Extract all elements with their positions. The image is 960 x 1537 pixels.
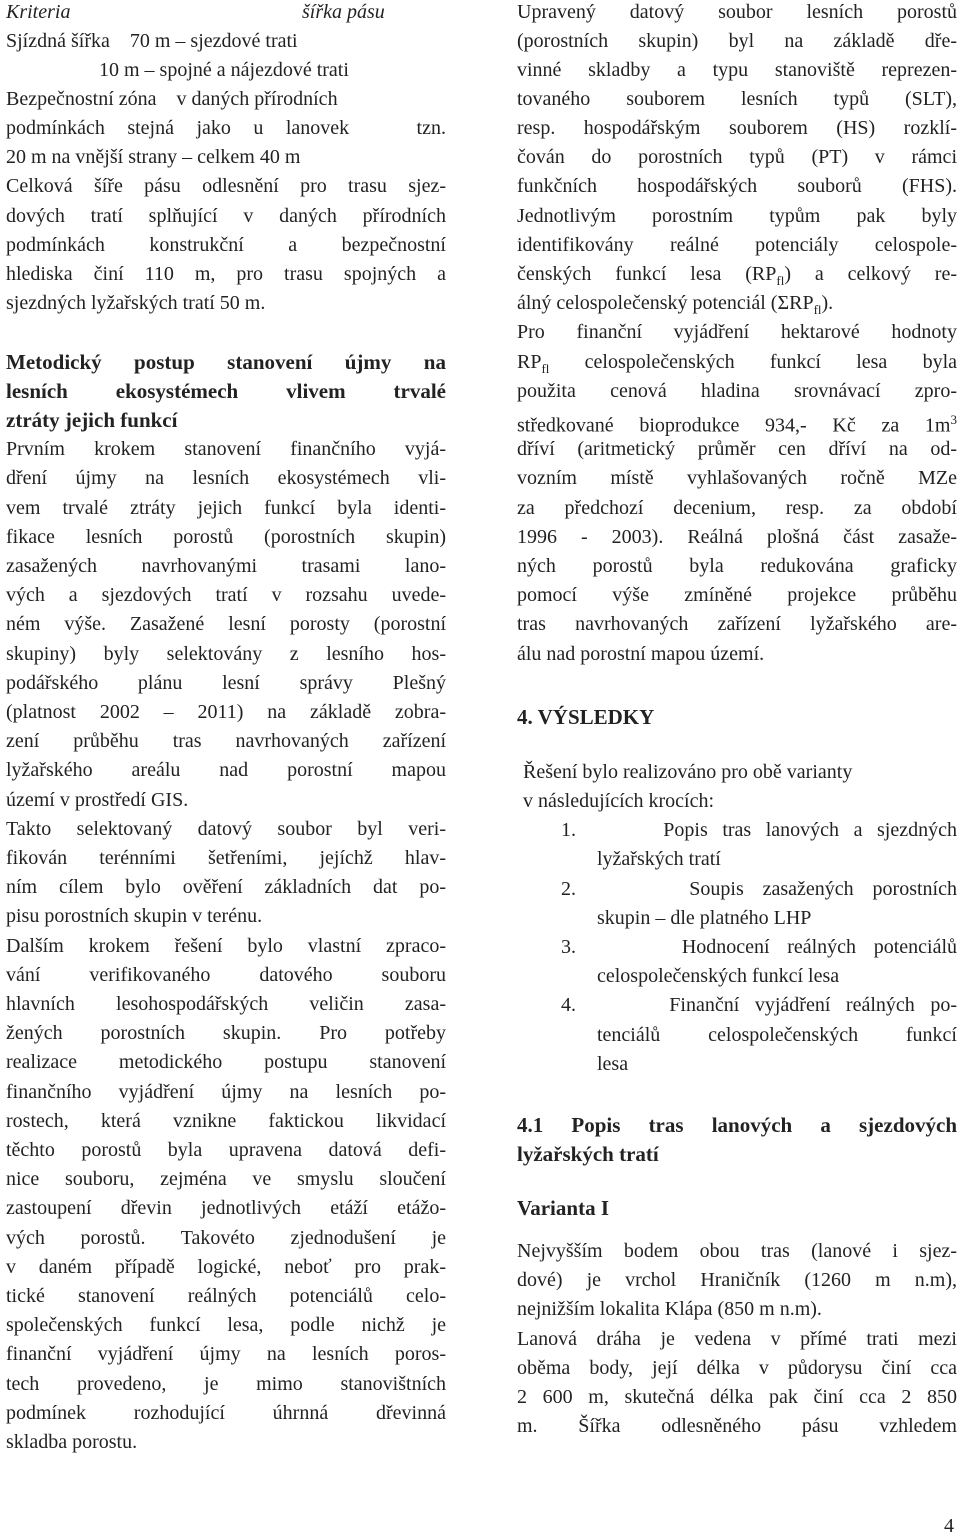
- left-text-line: Kriteria: [6, 1, 71, 23]
- right-text-line: čenských funkcí lesa $(RP_{fl})$ a celkový re-: [517, 263, 957, 288]
- right-text-line: lyžařských tratí: [597, 848, 721, 870]
- right-text-line: v následujících krocích:: [523, 790, 715, 812]
- right-text-line: funkčních hospodářských souborů (FHS).: [517, 175, 957, 197]
- right-text-line: álu nad porostní mapou území.: [517, 643, 765, 665]
- right-text-line: tras navrhovaných zařízení lyžařského are-: [517, 613, 957, 635]
- left-text-line: podmínkách konstrukční a bezpečnostní: [6, 234, 446, 256]
- left-text-line: v daném případě logické, neboť pro prak-: [6, 1256, 446, 1278]
- left-text-line: ztráty jejich funkcí: [6, 408, 178, 432]
- left-text-line: rostech, která vznikne faktickou likvidací: [6, 1110, 446, 1132]
- right-text-line: čován do porostních typů (PT) v rámci: [517, 146, 957, 168]
- left-text-line: skladba porostu.: [6, 1431, 138, 1453]
- right-text-line: identifikovány reálné potenciály celospole-: [517, 234, 957, 256]
- left-text-line: vání verifikovaného datového souboru: [6, 964, 446, 986]
- left-text-line: (platnost 2002 – 2011) na základě zobra-: [6, 701, 446, 723]
- left-text-line: Metodický postup stanovení újmy na: [6, 350, 446, 374]
- left-text-line: Sjízdná šířka 70 m – sjezdové trati: [6, 30, 298, 52]
- left-text-line: těchto porostů byla upravena datová defi-: [6, 1139, 446, 1161]
- right-text-line: Jednotlivým porostním typům pak byly: [517, 205, 957, 227]
- left-text-line: 10 m – spojné a nájezdové trati: [99, 59, 349, 81]
- right-text-line: Varianta I: [517, 1196, 609, 1220]
- right-text-line: lesa: [597, 1053, 629, 1075]
- left-text-line: lesních ekosystémech vlivem trvalé: [6, 379, 446, 403]
- right-text-line: dové) je vrchol Hraničník (1260 m n.m),: [517, 1269, 957, 1291]
- left-text-line: lyžařského areálu nad porostní mapou: [6, 759, 446, 781]
- left-text-line: finanční vyjádření újmy na lesních poros-: [6, 1343, 446, 1365]
- left-text-line: finančního vyjádření újmy na lesních po-: [6, 1081, 446, 1103]
- left-text-line: fikován terénními šetřeními, jejíchž hlav-: [6, 847, 446, 869]
- left-text-line: Celková šíře pásu odlesnění pro trasu sjez-: [6, 175, 446, 197]
- left-text-line: skupiny) byly selektovány z lesního hos-: [6, 643, 446, 665]
- right-text-line: Lanová dráha je vedena v přímé trati mezi: [517, 1328, 957, 1350]
- left-text-line: dových tratí splňující v daných přírodních: [6, 205, 446, 227]
- right-text-line: álný celospolečenský potenciál $(\Sigma RP_{fl})$.: [517, 292, 834, 317]
- left-text-line: sjezdných lyžařských tratí 50 m.: [6, 292, 266, 314]
- right-text-line: za předchozí decenium, resp. za období: [517, 497, 957, 519]
- left-text-line: 20 m na vnější strany – celkem 40 m: [6, 146, 301, 168]
- right-text-line: 3. Hodnocení reálných potenciálů: [561, 936, 957, 958]
- right-text-line: středkované bioprodukce 934,- Kč za $1m^3$: [517, 412, 957, 437]
- left-text-line: podmínkách stejná jako u lanovek tzn.: [6, 117, 446, 139]
- right-text-line: Pro finanční vyjádření hektarové hodnoty: [517, 321, 957, 343]
- right-text-line: 2. Soupis zasažených porostních: [561, 878, 957, 900]
- left-text-line: zení průběhu tras navrhovaných zařízení: [6, 730, 446, 752]
- right-text-line: pomocí výše zmíněné projekce průběhu: [517, 584, 957, 606]
- left-text-line: Dalším krokem řešení bylo vlastní zpraco-: [6, 935, 446, 957]
- right-text-line: nejnižším lokalita Klápa (850 m n.m).: [517, 1298, 822, 1320]
- left-text-line: podářského plánu lesní správy Plešný: [6, 672, 446, 694]
- page-number: 4: [944, 1515, 954, 1537]
- right-text-line: 4. VÝSLEDKY: [517, 705, 655, 729]
- right-text-line: Upravený datový soubor lesních porostů: [517, 1, 957, 23]
- left-text-line: Bezpečnostní zóna v daných přírodních: [6, 88, 338, 110]
- right-text-line: 1. Popis tras lanových a sjezdných: [561, 819, 957, 841]
- right-text-line: 2 600 m, skutečná délka pak činí cca 2 850: [517, 1386, 957, 1408]
- right-text-line: tenciálů celospolečenských funkcí: [597, 1024, 957, 1046]
- left-text-line: fikace lesních porostů (porostních skupin): [6, 526, 446, 548]
- left-text-line: vých a sjezdových tratí v rozsahu uvede-: [6, 584, 446, 606]
- left-text-line: hlediska činí 110 m, pro trasu spojných a: [6, 263, 446, 285]
- right-text-line: (porostních skupin) byl na základě dře-: [517, 30, 957, 52]
- left-text-line: ním cílem bylo ověření základních dat po-: [6, 876, 446, 898]
- right-text-line: 1996 - 2003). Reálná plošná část zasaže-: [517, 526, 957, 548]
- left-text-line: Takto selektovaný datový soubor byl veri-: [6, 818, 446, 840]
- right-text-line: oběma body, její délka v půdorysu činí cca: [517, 1357, 957, 1379]
- left-text-line: zastoupení dřevin jednotlivých etáží etážo-: [6, 1197, 446, 1219]
- right-text-line: skupin – dle platného LHP: [597, 907, 812, 929]
- left-text-line: zasažených navrhovanými trasami lano-: [6, 555, 446, 577]
- left-text-line: společenských funkcí lesa, podle nichž je: [6, 1314, 446, 1336]
- left-text-line: žených porostních skupin. Pro potřeby: [6, 1022, 446, 1044]
- right-text-line: lyžařských tratí: [517, 1142, 659, 1166]
- right-text-line: Nejvyšším bodem obou tras (lanové i sjez-: [517, 1240, 957, 1262]
- right-text-line: tovaného souborem lesních typů (SLT),: [517, 88, 957, 110]
- left-text-line: hlavních lesohospodářských veličin zasa-: [6, 993, 446, 1015]
- right-text-line: resp. hospodářským souborem (HS) rozklí-: [517, 117, 957, 139]
- left-text-line: realizace metodického postupu stanovení: [6, 1051, 446, 1073]
- right-text-line: m. Šířka odlesněného pásu vzhledem: [517, 1415, 957, 1437]
- left-text-line: šířka pásu: [302, 1, 385, 23]
- left-text-line: nice souboru, zejména ve smyslu sloučení: [6, 1168, 446, 1190]
- left-text-line: vem trvalé ztráty jejich funkcí byla identi-: [6, 497, 446, 519]
- right-text-line: 4. Finanční vyjádření reálných po-: [561, 994, 957, 1016]
- right-text-line: vozním místě vyhlašovaných ročně MZe: [517, 467, 957, 489]
- right-text-line: celospolečenských funkcí lesa: [597, 965, 840, 987]
- right-text-line: vinné skladby a typu stanoviště reprezen-: [517, 59, 957, 81]
- right-text-line: $RP_{fl}$ celospolečenských funkcí lesa byla: [517, 351, 957, 376]
- left-text-line: Prvním krokem stanovení finančního vyjá-: [6, 438, 446, 460]
- left-text-line: pisu porostních skupin v terénu.: [6, 905, 263, 927]
- right-text-line: použita cenová hladina srovnávací zpro-: [517, 380, 957, 402]
- right-text-line: dříví (aritmetický průměr cen dříví na od-: [517, 438, 957, 460]
- right-text-line: Řešení bylo realizováno pro obě varianty: [523, 761, 853, 783]
- left-text-line: tické stanovení reálných potenciálů celo-: [6, 1285, 446, 1307]
- left-text-line: podmínek rozhodující úhrnná dřevinná: [6, 1402, 446, 1424]
- left-text-line: dření újmy na lesních ekosystémech vli-: [6, 467, 446, 489]
- left-text-line: území v prostředí GIS.: [6, 789, 189, 811]
- right-text-line: ných porostů byla redukována graficky: [517, 555, 957, 577]
- left-text-line: ném výše. Zasažené lesní porosty (porostní: [6, 613, 446, 635]
- left-text-line: tech provedeno, je mimo stanovištních: [6, 1373, 446, 1395]
- left-text-line: vých porostů. Takovéto zjednodušení je: [6, 1227, 446, 1249]
- right-text-line: 4.1 Popis tras lanových a sjezdových: [517, 1113, 957, 1137]
